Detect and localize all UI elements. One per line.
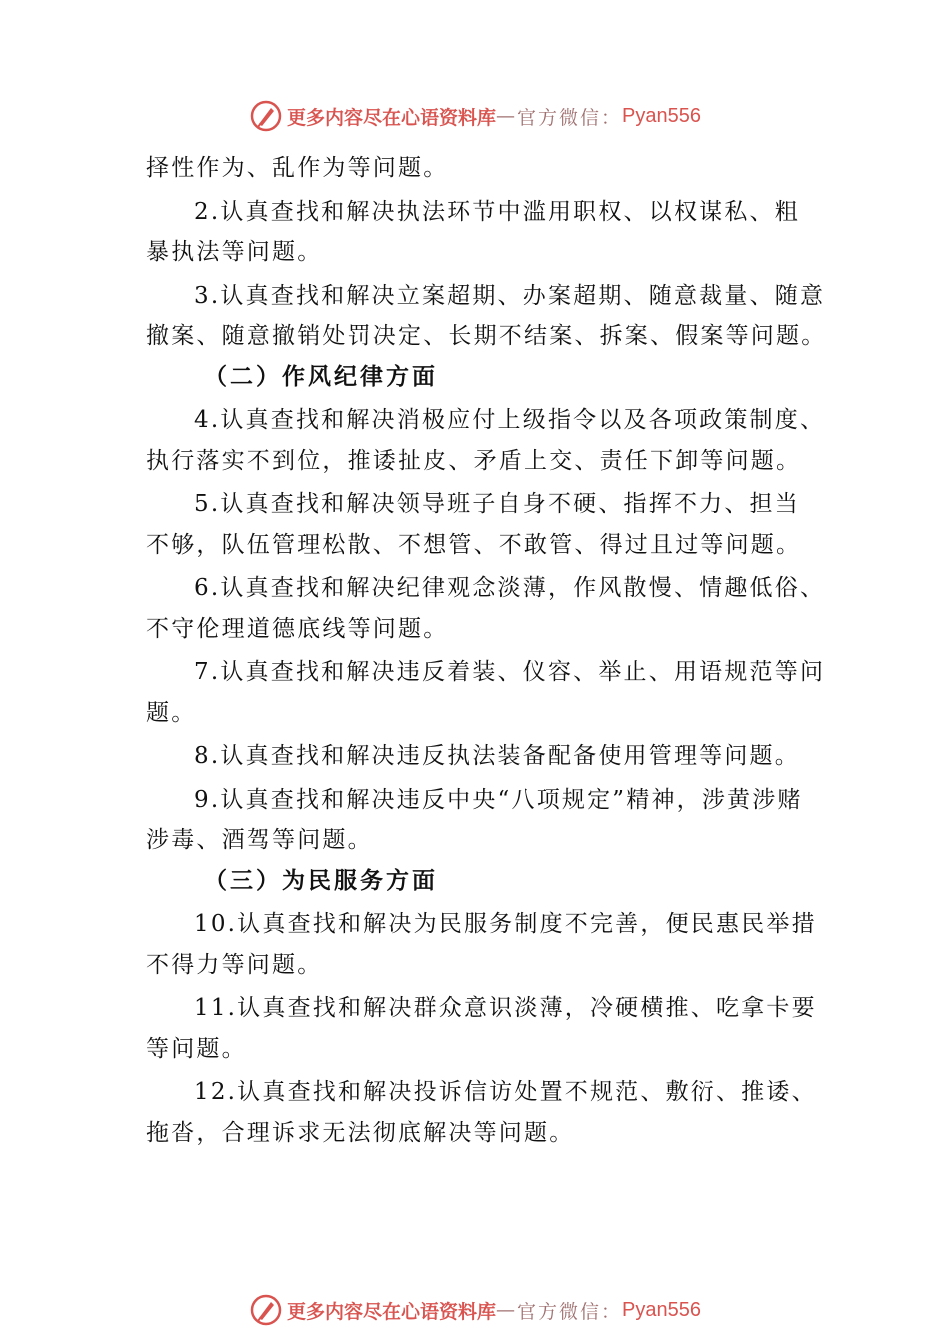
text-line: 暴执法等问题。 <box>146 239 323 265</box>
watermark-dash: — <box>496 1299 518 1321</box>
list-item-2: 2.认真查找和解决执法环节中滥用职权、以权谋私、粗 <box>194 198 800 225</box>
section-heading-2: （二）作风纪律方面 <box>204 362 438 390</box>
text-line: 不得力等问题。 <box>146 951 323 978</box>
watermark-wechat-label: 官方微信： <box>517 1300 623 1323</box>
list-item-10: 10.认真查找和解决为民服务制度不完善，便民惠民举措 <box>194 911 817 937</box>
text-line: 拖沓，合理诉求无法彻底解决等问题。 <box>146 1119 575 1146</box>
watermark-wechat-id: Pyan556 <box>622 1298 701 1321</box>
text-line: 涉毒、酒驾等问题。 <box>146 827 373 853</box>
list-item-5: 5.认真查找和解决领导班子自身不硬、指挥不力、担当 <box>194 491 800 517</box>
list-item-7: 7.认真查找和解决违反着装、仪容、举止、用语规范等问 <box>194 659 826 685</box>
list-item-6: 6.认真查找和解决纪律观念淡薄，作风散慢、情趣低俗、 <box>194 575 826 601</box>
list-item-9: 9.认真查找和解决违反中央“八项规定”精神，涉黄涉赌 <box>194 786 803 813</box>
quill-pen-logo-icon <box>249 1293 283 1327</box>
list-item-12: 12.认真查找和解决投诉信访处置不规范、敷衍、推诿、 <box>194 1079 817 1105</box>
text-line: 等问题。 <box>146 1035 247 1062</box>
document-body <box>146 148 827 1153</box>
watermark-wechat-label: 官方微信： <box>517 106 623 129</box>
list-item-8: 8.认真查找和解决违反执法装备配备使用管理等问题。 <box>194 743 800 769</box>
watermark-library-text: 更多内容尽在心语资料库 <box>287 106 497 129</box>
text-line: 不守伦理道德底线等问题。 <box>146 615 449 642</box>
section-heading-3: （三）为民服务方面 <box>204 866 438 894</box>
text-line: 择性作为、乱作为等问题。 <box>146 155 449 181</box>
footer-watermark <box>0 1290 950 1330</box>
list-item-11: 11.认真查找和解决群众意识淡薄，冷硬横推、吃拿卡要 <box>194 995 817 1021</box>
watermark-dash: — <box>496 105 518 127</box>
text-line: 撤案、随意撤销处罚决定、长期不结案、拆案、假案等问题。 <box>146 323 827 349</box>
quill-pen-logo-icon <box>249 99 283 133</box>
list-item-3: 3.认真查找和解决立案超期、办案超期、随意裁量、随意 <box>194 282 826 309</box>
text-line: 不够，队伍管理松散、不想管、不敢管、得过且过等问题。 <box>146 531 802 558</box>
text-line: 题。 <box>146 699 197 726</box>
list-item-4: 4.认真查找和解决消极应付上级指令以及各项政策制度、 <box>194 407 826 433</box>
watermark-wechat-id: Pyan556 <box>622 104 701 127</box>
header-watermark <box>0 96 950 136</box>
watermark-library-text: 更多内容尽在心语资料库 <box>287 1300 497 1323</box>
text-line: 执行落实不到位，推诿扯皮、矛盾上交、责任下卸等问题。 <box>146 447 802 474</box>
